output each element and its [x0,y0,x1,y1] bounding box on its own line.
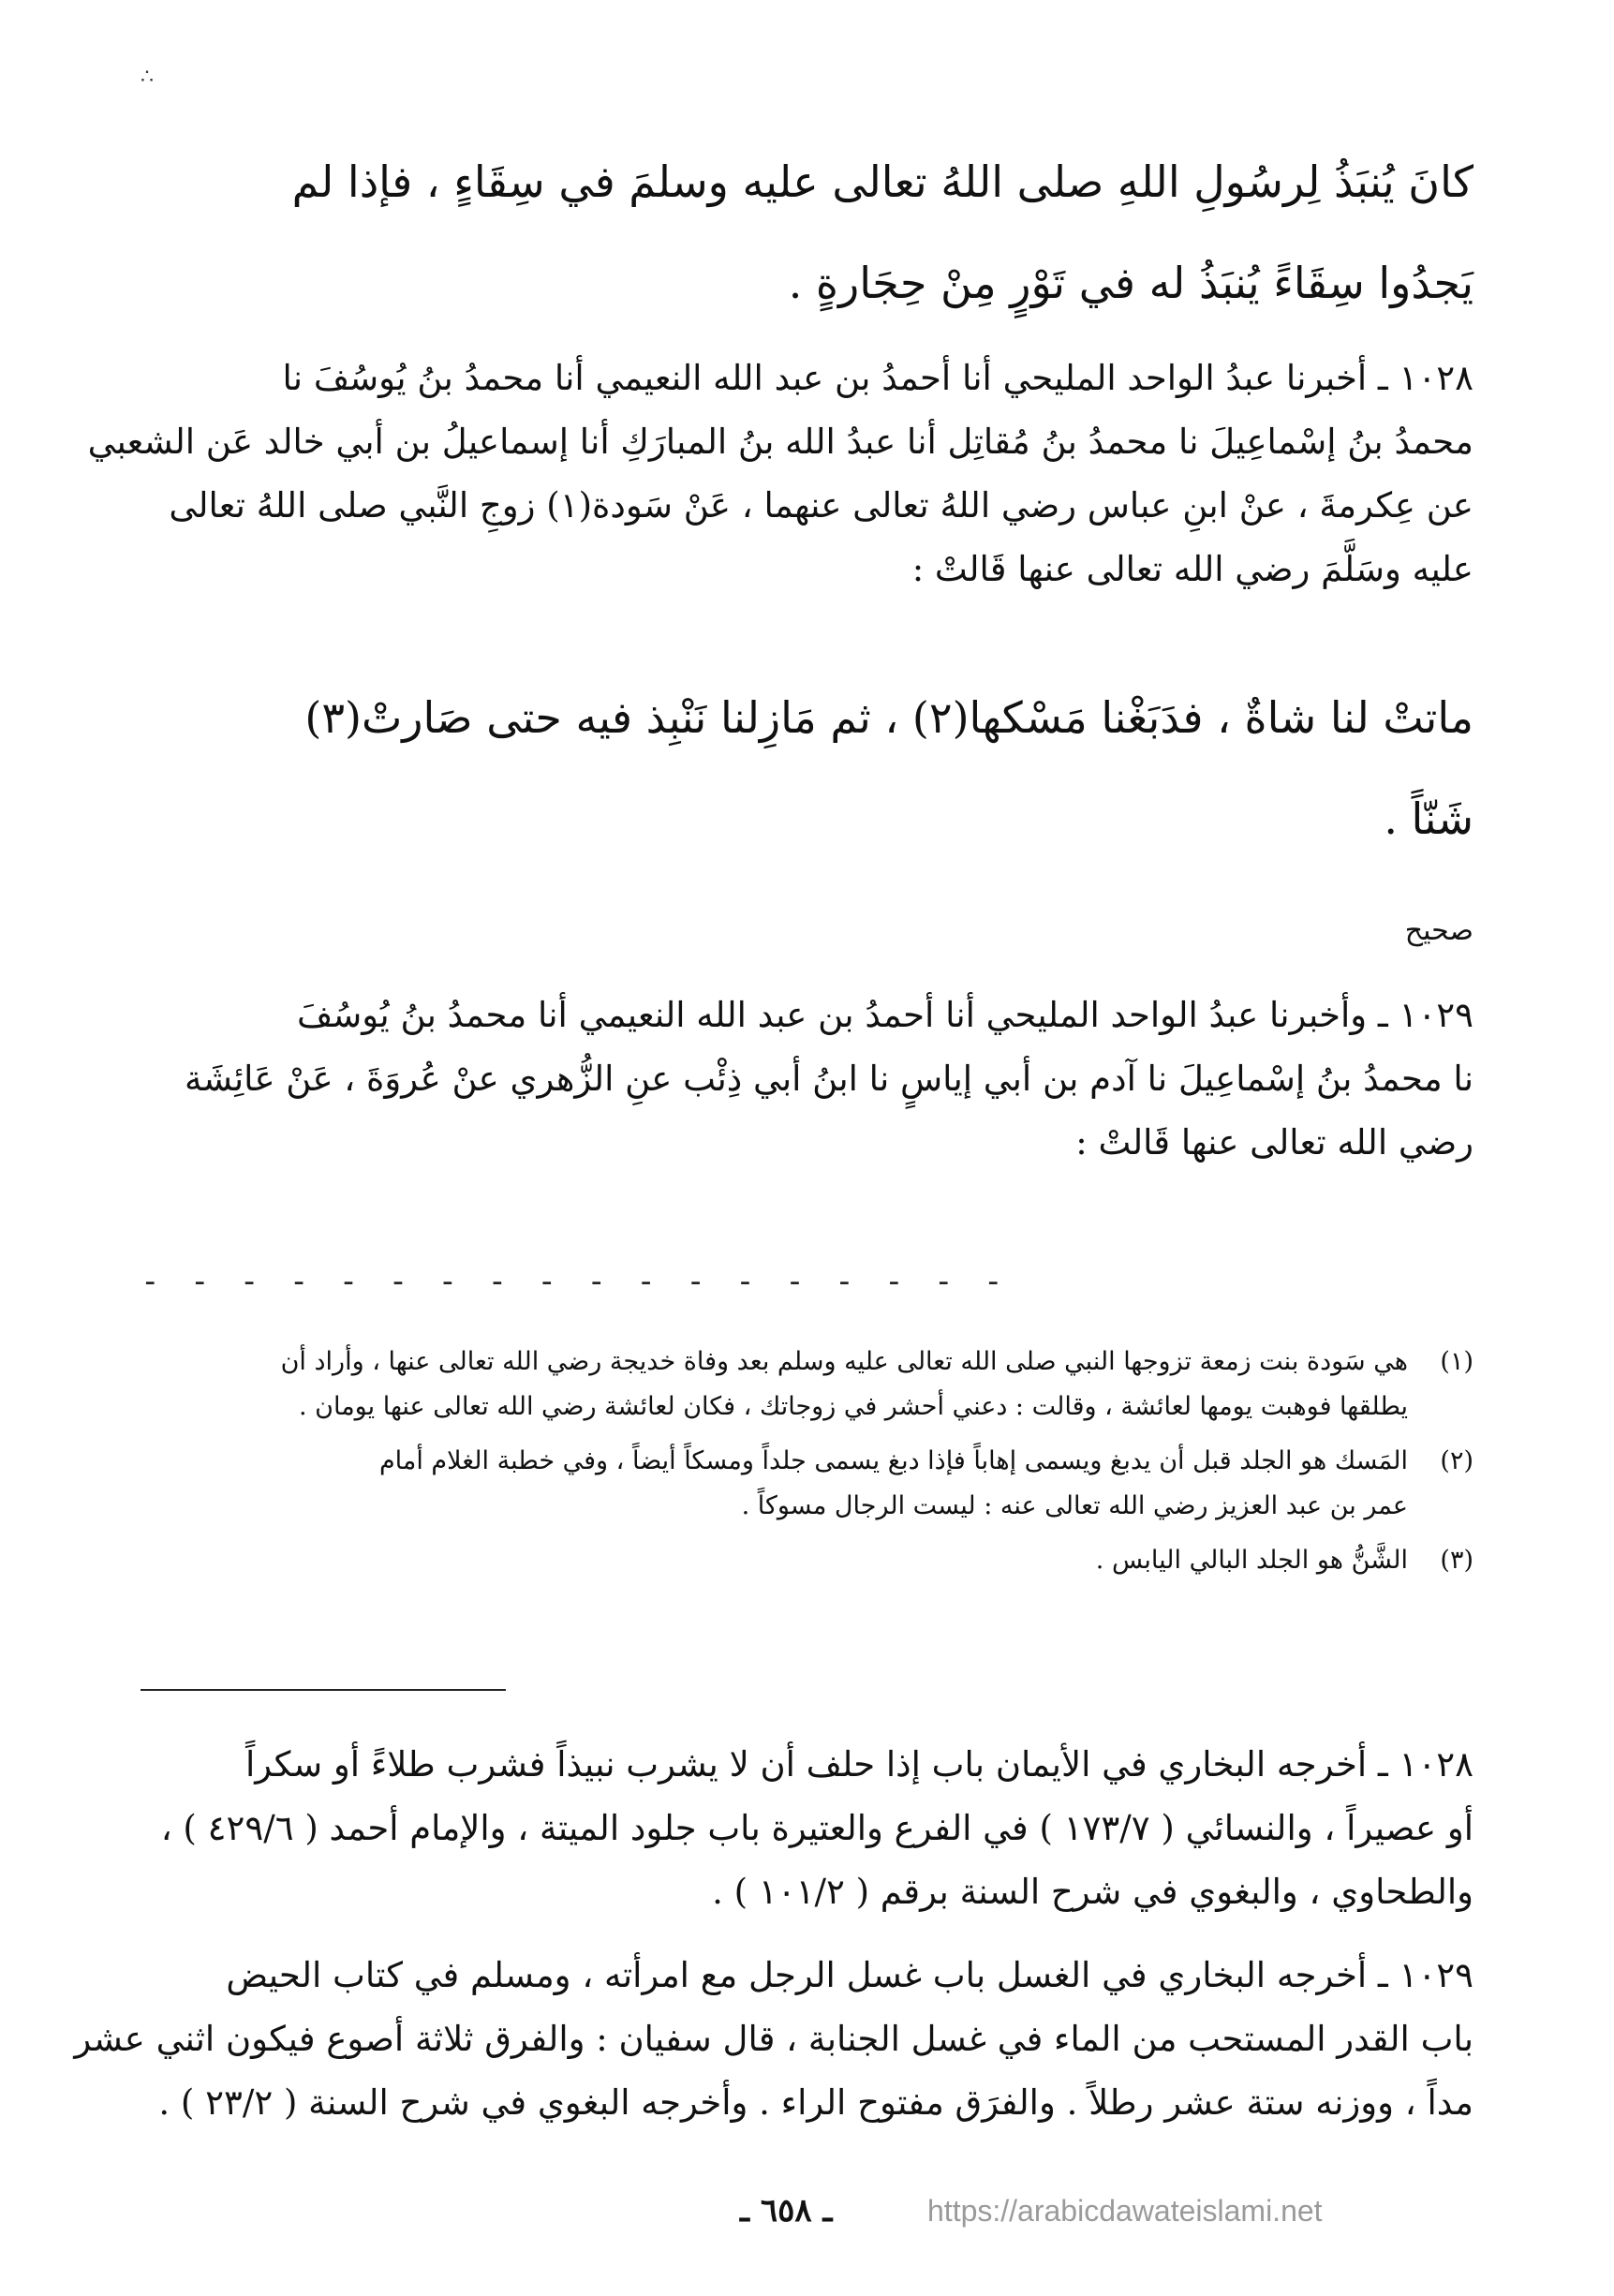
text-line: أو عصيراً ، والنسائي ( ١٧٣/٧ ) في الفرع والعتيرة باب جلود الميتة ، والإمام أحمد ( ٤٢٩/٦ ) ، [160,1808,1473,1848]
text-line: شَنّاً . [1384,793,1473,844]
footnote-number: (٢) [1440,1446,1473,1475]
page-footer [0,2192,1614,2248]
watermark-url: https://arabicdawateislami.net [927,2194,1323,2228]
footnotes [143,1340,1473,1592]
text-line: محمدُ بنُ إسْماعِيلَ نا محمدُ بنُ مُقاتِل أنا عبدُ الله بنُ المبارَكِ أنا إسماعيلُ بن أبي خالد عَن الشعبي [87,422,1473,462]
footnote-line: يطلقها فوهبت يومها لعائشة ، وقالت : دعني أحشر في زوجاتك ، فكان لعائشة رضي الله تعالى عنها يومان . [298,1392,1408,1421]
hadith-1027-matn [143,131,1473,333]
text-line: عن عِكرمةَ ، عنْ ابنِ عباس رضي اللهُ تعالى عنهما ، عَنْ سَودة(١) زوجِ النَّبي صلى اللهُ تعالى [169,485,1473,526]
text-line: باب القدر المستحب من الماء في غسل الجنابة ، قال سفيان : والفرق ثلاثة أصوع فيكون اثني عشر [74,2019,1473,2059]
footnote-line: الشَّنُّ هو الجلد البالي اليابس . [1095,1546,1408,1575]
footnote-2 [143,1439,1473,1529]
text-line: مداً ، ووزنه ستة عشر رطلاً . والفرَق مفتوح الراء . وأخرجه البغوي في شرح السنة ( ٢٣/٢ ) . [158,2082,1473,2123]
footnote-line: المَسك هو الجلد قبل أن يدبغ ويسمى إهاباً فإذا دبغ يسمى جلداً ومسكاً أيضاً ، وفي خطبة الغلام أمام [378,1446,1408,1475]
text-line: يَجدُوا سِقَاءً يُنبَذُ له في تَوْرٍ مِنْ حِجَارةٍ . [788,258,1473,308]
text-line: ١٠٢٩ ـ وأخبرنا عبدُ الواحد المليحي أنا أحمدُ بن عبد الله النعيمي أنا محمدُ بنُ يُوسُفَ [296,995,1473,1035]
dashed-separator: - - - - - - - - - - - - - - - - - - [141,1263,1009,1300]
hadith-1029-isnad [143,984,1473,1175]
footnote-rule [141,1689,506,1691]
hadith-1028-isnad [87,347,1473,601]
corner-mark: ∴ [141,66,154,89]
takhrij-1028 [143,1733,1473,1924]
text-line: ماتتْ لنا شاةٌ ، فدَبَغْنا مَسْكها(٢) ، ثم مَازِلنا نَنْبِذ فيه حتى صَارتْ(٣) [304,692,1473,743]
footnote-number: (٣) [1440,1546,1473,1575]
takhrij-1029 [74,1944,1473,2135]
text-line: كانَ يُنبَذُ لِرسُولِ اللهِ صلى اللهُ تعالى عليه وسلمَ في سِقَاءٍ ، فإذا لم [291,156,1473,207]
footnote-3 [143,1538,1473,1583]
text-line: عليه وسَلَّمَ رضي الله تعالى عنها قَالتْ : [911,549,1473,589]
hadith-1028-matn [143,667,1473,869]
footnote-1 [143,1340,1473,1429]
footnote-line: عمر بن عبد العزيز رضي الله تعالى عنه : ليست الرجال مسوكاً . [741,1491,1408,1520]
text-line: ١٠٢٨ ـ أخرجه البخاري في الأيمان باب إذا حلف أن لا يشرب نبيذاً فشرب طلاءً أو سكراً [245,1744,1473,1785]
footnote-number: (١) [1440,1347,1473,1376]
text-line: ١٠٢٨ ـ أخبرنا عبدُ الواحد المليحي أنا أحمدُ بن عبد الله النعيمي أنا محمدُ بنُ يُوسُفَ نا [282,358,1473,398]
text-line: ١٠٢٩ ـ أخرجه البخاري في الغسل باب غسل الرجل مع امرأته ، ومسلم في كتاب الحيض [226,1955,1473,1995]
hadith-grade [143,899,1473,963]
footnote-line: هي سَودة بنت زمعة تزوجها النبي صلى الله تعالى عليه وسلم بعد وفاة خديجة رضي الله تعالى عنها ، وأراد أن [280,1347,1408,1376]
text-line: والطحاوي ، والبغوي في شرح السنة برقم ( ١٠١/٢ ) . [712,1872,1473,1912]
text-line: نا محمدُ بنُ إسْماعِيلَ نا آدم بن أبي إياسٍ نا ابنُ أبي ذِئْب عنِ الزُّهري عنْ عُروَةَ ، عَنْ عَائِشَة [185,1059,1473,1099]
page-number: ـ ٦٥٨ ـ [740,2192,833,2229]
text-line: رضي الله تعالى عنها قَالتْ : [1075,1122,1473,1163]
grade-label: صحيح [1404,914,1473,947]
